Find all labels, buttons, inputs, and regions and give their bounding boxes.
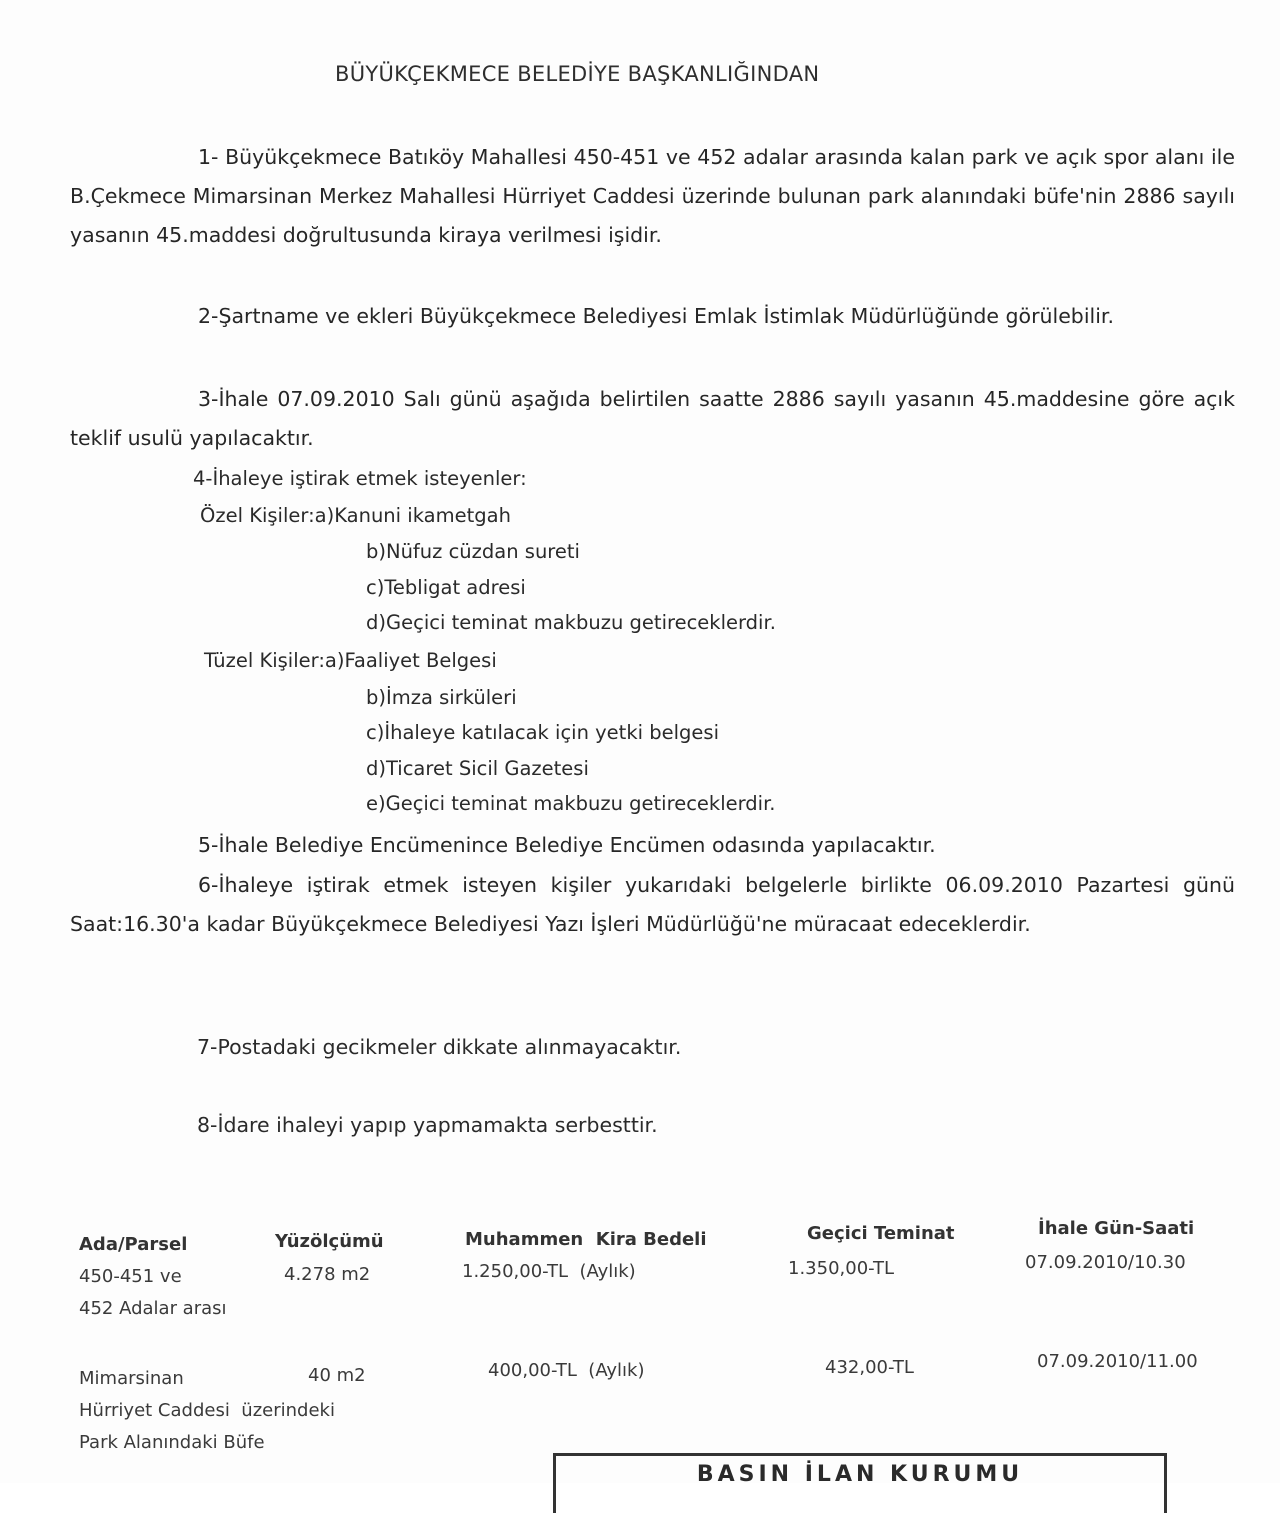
ozel-item-c: c)Tebligat adresi [366, 576, 526, 599]
notice-item-5 [70, 826, 1235, 865]
table-header-gecici-teminat: Geçici Teminat [807, 1223, 955, 1244]
table-row-2-ada-line-3: Park Alanındaki Büfe [79, 1432, 265, 1453]
table-row-1-ada [79, 1261, 227, 1325]
table-row-1-area: 4.278 m2 [284, 1264, 371, 1285]
table-header-ihale-gun-saati: İhale Gün-Saati [1038, 1218, 1195, 1239]
notice-item-6 [70, 866, 1235, 944]
item-5-text: 5-İhale Belediye Encümenince Belediye Encümen odasında yapılacaktır. [198, 833, 936, 857]
table-row-2-datetime: 07.09.2010/11.00 [1037, 1351, 1198, 1372]
ozel-item-d: d)Geçici teminat makbuzu getireceklerdir. [366, 611, 776, 634]
table-row-2-ada-line-1: Mimarsinan [79, 1368, 184, 1389]
notice-title: BÜYÜKÇEKMECE BELEDİYE BAŞKANLIĞINDAN [335, 62, 820, 86]
table-header-ada-parsel: Ada/Parsel [79, 1234, 188, 1255]
item-3-text: 3-İhale 07.09.2010 Salı günü aşağıda belirtilen saatte 2886 sayılı yasanın 45.maddesine göre açık teklif usulü yapılacaktır. [70, 387, 1235, 450]
table-row-2-area: 40 m2 [308, 1365, 366, 1386]
item-6-text: 6-İhaleye iştirak etmek isteyen kişiler yukarıdaki belgelerle birlikte 06.09.2010 Pazartesi günü Saat:16.30'a kadar Büyükçekmece Belediyesi Yazı İşleri Müdürlüğü'ne müracaat edeceklerdir. [70, 873, 1235, 936]
table-header-muhammen: Muhammen Kira Bedeli [465, 1229, 707, 1250]
item-4-heading: 4-İhaleye iştirak etmek isteyenler: [193, 467, 527, 490]
ozel-item-a: a)Kanuni ikametgah [314, 504, 511, 527]
stamp-text: BASIN İLAN KURUMU [696, 1462, 1024, 1487]
notice-item-1 [70, 138, 1235, 255]
tuzel-item-c: c)İhaleye katılacak için yetki belgesi [366, 721, 719, 744]
tuzel-label: Tüzel Kişiler: [204, 649, 325, 672]
table-row-1-ada-line-2: 452 Adalar arası [79, 1298, 227, 1319]
notice-item-2 [70, 297, 1235, 336]
notice-item-7: 7-Postadaki gecikmeler dikkate alınmayacaktır. [197, 1035, 682, 1059]
tuzel-item-b: b)İmza sirküleri [366, 686, 517, 709]
ozel-label: Özel Kişiler: [200, 504, 315, 527]
item-1-text: 1- Büyükçekmece Batıköy Mahallesi 450-451 ve 452 adalar arasında kalan park ve açık spor alanı ile B.Çekmece Mimarsinan Merkez Mahallesi Hürriyet Caddesi üzerinde bulunan park alanındaki büfe'nin 2886 sayılı yasanın 45.maddesi doğrultusunda kiraya verilmesi işidir. [70, 145, 1235, 247]
table-row-1-deposit: 1.350,00-TL [788, 1258, 895, 1279]
table-row-2-ada [79, 1363, 335, 1459]
table-row-2-deposit: 432,00-TL [825, 1357, 914, 1378]
tuzel-kisiler-label [204, 649, 497, 672]
table-row-1-ada-line-1: 450-451 ve [79, 1266, 182, 1287]
table-header-yuzolcumu: Yüzölçümü [275, 1231, 384, 1252]
press-agency-stamp [553, 1453, 1167, 1513]
notice-item-3 [70, 380, 1235, 458]
tuzel-item-e: e)Geçici teminat makbuzu getireceklerdir. [366, 792, 776, 815]
table-row-2-ada-line-2: Hürriyet Caddesi üzerindeki [79, 1400, 335, 1421]
notice-item-8: 8-İdare ihaleyi yapıp yapmamakta serbesttir. [197, 1113, 658, 1137]
table-row-1-datetime: 07.09.2010/10.30 [1025, 1252, 1186, 1273]
tuzel-item-a: a)Faaliyet Belgesi [324, 649, 497, 672]
item-2-text: 2-Şartname ve ekleri Büyükçekmece Belediyesi Emlak İstimlak Müdürlüğünde görülebilir. [198, 304, 1114, 328]
tuzel-item-d: d)Ticaret Sicil Gazetesi [366, 757, 589, 780]
ozel-item-b: b)Nüfuz cüzdan sureti [366, 540, 580, 563]
ozel-kisiler-label [200, 504, 511, 527]
table-row-1-rent: 1.250,00-TL (Aylık) [462, 1261, 636, 1282]
table-row-2-rent: 400,00-TL (Aylık) [488, 1360, 645, 1381]
